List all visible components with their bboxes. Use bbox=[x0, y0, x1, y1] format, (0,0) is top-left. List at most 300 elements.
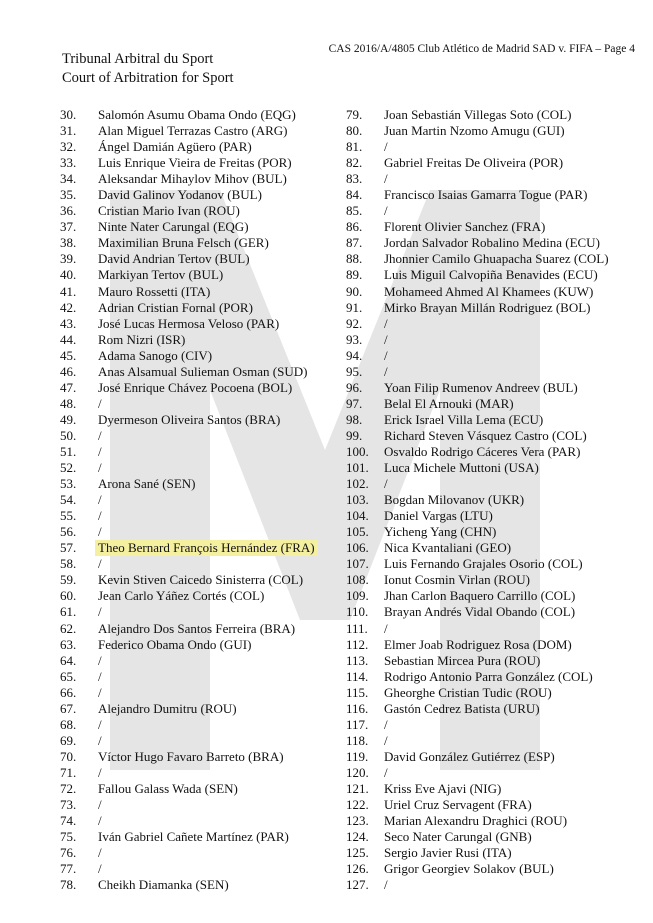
list-item bbox=[60, 203, 318, 219]
player-name: Alejandro Dos Santos Ferreira (BRA) bbox=[98, 620, 296, 636]
list-item-number: 115. bbox=[346, 684, 369, 700]
list-item-number: 106. bbox=[346, 540, 369, 556]
list-item bbox=[60, 781, 318, 797]
list-item bbox=[346, 813, 609, 829]
list-item bbox=[346, 396, 609, 412]
player-name: Marian Alexandru Draghici (ROU) bbox=[384, 813, 568, 829]
list-item bbox=[60, 187, 318, 203]
player-name: José Enrique Chávez Pocoena (BOL) bbox=[98, 379, 293, 395]
list-item bbox=[346, 187, 609, 203]
list-item-number: 43. bbox=[60, 315, 77, 331]
player-name: Adrian Cristian Fornal (POR) bbox=[98, 299, 253, 315]
list-item-number: 107. bbox=[346, 556, 369, 572]
list-item bbox=[346, 460, 609, 476]
player-name: Mohameed Ahmed Al Khamees (KUW) bbox=[384, 283, 594, 299]
list-item bbox=[346, 284, 609, 300]
list-item bbox=[346, 845, 609, 861]
list-item-number: 102. bbox=[346, 476, 369, 492]
list-item bbox=[60, 171, 318, 187]
player-name: / bbox=[98, 797, 102, 813]
list-item bbox=[346, 171, 609, 187]
list-item bbox=[60, 508, 318, 524]
player-name: / bbox=[98, 492, 102, 508]
list-item-number: 45. bbox=[60, 347, 77, 363]
player-name: Jhonnier Camilo Ghuapacha Suarez (COL) bbox=[384, 251, 609, 267]
list-item bbox=[346, 155, 609, 171]
list-item-number: 66. bbox=[60, 684, 77, 700]
list-item bbox=[346, 604, 609, 620]
player-name: Maximilian Bruna Felsch (GER) bbox=[98, 235, 269, 251]
player-name: David Andrian Tertov (BUL) bbox=[98, 251, 250, 267]
list-item-number: 111. bbox=[346, 620, 368, 636]
list-item-number: 49. bbox=[60, 411, 77, 427]
player-name: Luis Enrique Vieira de Freitas (POR) bbox=[98, 155, 292, 171]
player-name: Luca Michele Muttoni (USA) bbox=[384, 460, 539, 476]
player-name: / bbox=[384, 620, 388, 636]
list-item-number: 79. bbox=[346, 107, 363, 122]
player-name: / bbox=[384, 476, 388, 492]
list-item-number: 70. bbox=[60, 748, 77, 764]
player-name: Francisco Isaias Gamarra Togue (PAR) bbox=[384, 187, 588, 203]
player-name: / bbox=[384, 764, 388, 780]
player-name: Osvaldo Rodrigo Cáceres Vera (PAR) bbox=[384, 443, 581, 459]
list-item bbox=[346, 139, 609, 155]
list-item bbox=[346, 861, 609, 877]
list-item bbox=[346, 235, 609, 251]
list-item-number: 34. bbox=[60, 171, 77, 187]
list-item bbox=[60, 348, 318, 364]
player-name: Mirko Brayan Millán Rodriguez (BOL) bbox=[384, 299, 591, 315]
player-name: David Galinov Yodanov (BUL) bbox=[98, 187, 262, 203]
player-name: Ninte Nater Carungal (EQG) bbox=[98, 219, 249, 235]
player-name: Mauro Rossetti (ITA) bbox=[98, 283, 211, 299]
list-item-number: 83. bbox=[346, 171, 363, 187]
list-item-number: 80. bbox=[346, 123, 363, 139]
list-item-number: 41. bbox=[60, 283, 77, 299]
player-name: Jordan Salvador Robalino Medina (ECU) bbox=[384, 235, 600, 251]
player-name: Ionut Cosmin Virlan (ROU) bbox=[384, 572, 530, 588]
player-name: José Lucas Hermosa Veloso (PAR) bbox=[98, 315, 280, 331]
tribunal-header bbox=[62, 50, 234, 88]
list-item bbox=[346, 444, 609, 460]
list-item-number: 38. bbox=[60, 235, 77, 251]
player-name: / bbox=[98, 732, 102, 748]
case-reference: CAS 2016/A/4805 Club Atlético de Madrid SAD v. FIFA – Page 4 bbox=[328, 43, 635, 55]
list-item bbox=[60, 556, 318, 572]
list-item bbox=[60, 139, 318, 155]
player-name: Yoan Filip Rumenov Andreev (BUL) bbox=[384, 379, 578, 395]
list-item-number: 99. bbox=[346, 427, 363, 443]
player-name: / bbox=[384, 203, 388, 219]
list-item bbox=[60, 251, 318, 267]
list-item bbox=[60, 460, 318, 476]
player-name: Fallou Galass Wada (SEN) bbox=[98, 780, 238, 796]
player-name: Yicheng Yang (CHN) bbox=[384, 524, 497, 540]
player-name: Belal El Arnouki (MAR) bbox=[384, 395, 514, 411]
player-name: Elmer Joab Rodriguez Rosa (DOM) bbox=[384, 636, 572, 652]
player-name: / bbox=[98, 460, 102, 476]
list-item-number: 32. bbox=[60, 139, 77, 155]
list-item-number: 77. bbox=[60, 861, 77, 877]
player-name: / bbox=[384, 347, 388, 363]
player-name: Seco Nater Carungal (GNB) bbox=[384, 829, 532, 845]
list-item-number: 96. bbox=[346, 379, 363, 395]
list-item bbox=[60, 765, 318, 781]
player-name: Jhan Carlon Baquero Carrillo (COL) bbox=[384, 588, 576, 604]
list-item-number: 78. bbox=[60, 877, 77, 893]
list-item bbox=[346, 749, 609, 765]
list-item-number: 124. bbox=[346, 829, 369, 845]
list-item-number: 105. bbox=[346, 524, 369, 540]
list-item bbox=[346, 107, 609, 123]
list-item-number: 36. bbox=[60, 203, 77, 219]
player-name: David González Gutiérrez (ESP) bbox=[384, 748, 555, 764]
list-item-number: 109. bbox=[346, 588, 369, 604]
list-item-number: 117. bbox=[346, 716, 369, 732]
player-name: Luis Fernando Grajales Osorio (COL) bbox=[384, 556, 583, 572]
list-item-number: 113. bbox=[346, 652, 369, 668]
list-item bbox=[60, 235, 318, 251]
tribunal-name-fr: Tribunal Arbitral du Sport bbox=[62, 51, 214, 67]
player-name: / bbox=[384, 171, 388, 187]
list-item-number: 87. bbox=[346, 235, 363, 251]
list-item-number: 93. bbox=[346, 331, 363, 347]
player-name: / bbox=[384, 139, 388, 155]
list-item bbox=[346, 685, 609, 701]
player-name: Federico Obama Ondo (GUI) bbox=[98, 636, 252, 652]
list-item-number: 57. bbox=[60, 540, 77, 556]
list-item-number: 81. bbox=[346, 139, 363, 155]
list-item-number: 116. bbox=[346, 700, 369, 716]
list-item-number: 31. bbox=[60, 123, 77, 139]
player-name: Cristian Mario Ivan (ROU) bbox=[98, 203, 240, 219]
player-name: / bbox=[384, 363, 388, 379]
list-item bbox=[346, 348, 609, 364]
player-name: Cheikh Diamanka (SEN) bbox=[98, 877, 229, 893]
list-item bbox=[346, 219, 609, 235]
highlighted-player-name: Theo Bernard François Hernández (FRA) bbox=[95, 540, 318, 556]
player-name: Markiyan Tertov (BUL) bbox=[98, 267, 224, 283]
list-item bbox=[60, 861, 318, 877]
player-name: / bbox=[384, 331, 388, 347]
list-item-number: 37. bbox=[60, 219, 77, 235]
list-item-number: 103. bbox=[346, 492, 369, 508]
list-item-number: 82. bbox=[346, 155, 363, 171]
list-item-number: 120. bbox=[346, 764, 369, 780]
list-item-number: 54. bbox=[60, 492, 77, 508]
list-item-number: 53. bbox=[60, 476, 77, 492]
player-name: Anas Alsamual Sulieman Osman (SUD) bbox=[98, 363, 308, 379]
list-item-number: 123. bbox=[346, 813, 369, 829]
list-item-number: 60. bbox=[60, 588, 77, 604]
list-item-number: 100. bbox=[346, 443, 369, 459]
list-item-number: 46. bbox=[60, 363, 77, 379]
list-item-number: 85. bbox=[346, 203, 363, 219]
list-item-number: 76. bbox=[60, 845, 77, 861]
player-name: Dyermeson Oliveira Santos (BRA) bbox=[98, 411, 281, 427]
list-item bbox=[346, 572, 609, 588]
list-item-number: 127. bbox=[346, 877, 369, 893]
list-item-number: 114. bbox=[346, 668, 369, 684]
list-item-number: 33. bbox=[60, 155, 77, 171]
list-item bbox=[60, 267, 318, 283]
player-name: Gheorghe Cristian Tudic (ROU) bbox=[384, 684, 552, 700]
player-name: / bbox=[384, 732, 388, 748]
player-name: Erick Israel Villa Lema (ECU) bbox=[384, 411, 544, 427]
list-item-number: 122. bbox=[346, 797, 369, 813]
list-item bbox=[60, 604, 318, 620]
player-name: Arona Sané (SEN) bbox=[98, 476, 196, 492]
list-item-number: 94. bbox=[346, 347, 363, 363]
player-name: / bbox=[98, 668, 102, 684]
player-name: Kriss Eve Ajavi (NIG) bbox=[384, 780, 502, 796]
list-item-number: 91. bbox=[346, 299, 363, 315]
list-item bbox=[346, 267, 609, 283]
list-item-number: 73. bbox=[60, 797, 77, 813]
list-item-number: 104. bbox=[346, 508, 369, 524]
list-item bbox=[60, 797, 318, 813]
player-name: Bogdan Milovanov (UKR) bbox=[384, 492, 525, 508]
player-name: / bbox=[98, 524, 102, 540]
player-name: Rom Nizri (ISR) bbox=[98, 331, 186, 347]
list-item bbox=[60, 492, 318, 508]
list-item-number: 118. bbox=[346, 732, 369, 748]
list-item bbox=[346, 332, 609, 348]
player-name: / bbox=[98, 861, 102, 877]
list-item bbox=[60, 701, 318, 717]
player-name: Ángel Damián Agüero (PAR) bbox=[98, 139, 252, 155]
player-name: Jean Carlo Yáñez Cortés (COL) bbox=[98, 588, 265, 604]
player-list-right bbox=[346, 107, 609, 893]
player-name: Grigor Georgiev Solakov (BUL) bbox=[384, 861, 554, 877]
list-item bbox=[60, 316, 318, 332]
player-name: / bbox=[98, 652, 102, 668]
list-item-number: 50. bbox=[60, 427, 77, 443]
player-name: Aleksandar Mihaylov Mihov (BUL) bbox=[98, 171, 287, 187]
list-item-number: 64. bbox=[60, 652, 77, 668]
player-name: Kevin Stiven Caicedo Sinisterra (COL) bbox=[98, 572, 304, 588]
list-item bbox=[60, 123, 318, 139]
list-item bbox=[346, 476, 609, 492]
player-name: Adama Sanogo (CIV) bbox=[98, 347, 213, 363]
player-name: / bbox=[98, 395, 102, 411]
list-item bbox=[346, 877, 609, 893]
list-item bbox=[346, 380, 609, 396]
list-item-number: 88. bbox=[346, 251, 363, 267]
player-name: Gastón Cedrez Batista (URU) bbox=[384, 700, 540, 716]
list-item-number: 68. bbox=[60, 716, 77, 732]
list-item bbox=[60, 396, 318, 412]
list-item-number: 126. bbox=[346, 861, 369, 877]
player-name: Alejandro Dumitru (ROU) bbox=[98, 700, 237, 716]
player-name: / bbox=[98, 508, 102, 524]
player-name: Sergio Javier Rusi (ITA) bbox=[384, 845, 512, 861]
list-item bbox=[60, 107, 318, 123]
list-item bbox=[60, 845, 318, 861]
list-item bbox=[346, 797, 609, 813]
list-item-number: 67. bbox=[60, 700, 77, 716]
player-name: Florent Olivier Sanchez (FRA) bbox=[384, 219, 546, 235]
list-item bbox=[60, 572, 318, 588]
list-item bbox=[60, 813, 318, 829]
list-item bbox=[60, 669, 318, 685]
list-item bbox=[60, 749, 318, 765]
list-item-number: 40. bbox=[60, 267, 77, 283]
list-item bbox=[60, 588, 318, 604]
player-name: / bbox=[384, 315, 388, 331]
list-item bbox=[346, 540, 609, 556]
list-item bbox=[346, 556, 609, 572]
list-item bbox=[346, 669, 609, 685]
player-name: Uriel Cruz Servagent (FRA) bbox=[384, 797, 532, 813]
list-item bbox=[346, 524, 609, 540]
list-item bbox=[346, 203, 609, 219]
list-item bbox=[60, 637, 318, 653]
list-item bbox=[346, 588, 609, 604]
player-name: Daniel Vargas (LTU) bbox=[384, 508, 493, 524]
player-name: / bbox=[98, 716, 102, 732]
list-item bbox=[346, 508, 609, 524]
list-item-number: 98. bbox=[346, 411, 363, 427]
player-name: / bbox=[384, 716, 388, 732]
list-item bbox=[60, 829, 318, 845]
player-name: / bbox=[98, 604, 102, 620]
list-item bbox=[60, 540, 318, 556]
list-item bbox=[60, 364, 318, 380]
list-item bbox=[346, 701, 609, 717]
list-item bbox=[60, 877, 318, 893]
list-item-number: 74. bbox=[60, 813, 77, 829]
list-item bbox=[346, 781, 609, 797]
list-item-number: 51. bbox=[60, 443, 77, 459]
list-item-number: 30. bbox=[60, 107, 77, 122]
list-item bbox=[60, 524, 318, 540]
player-name: / bbox=[384, 877, 388, 893]
list-item bbox=[346, 733, 609, 749]
list-item-number: 62. bbox=[60, 620, 77, 636]
player-name: / bbox=[98, 684, 102, 700]
list-item bbox=[60, 155, 318, 171]
list-item bbox=[60, 284, 318, 300]
list-item bbox=[346, 251, 609, 267]
player-name: Richard Steven Vásquez Castro (COL) bbox=[384, 427, 587, 443]
list-item-number: 95. bbox=[346, 363, 363, 379]
list-item bbox=[60, 332, 318, 348]
list-item-number: 119. bbox=[346, 748, 369, 764]
player-name: Joan Sebastián Villegas Soto (COL) bbox=[384, 107, 572, 122]
list-item-number: 72. bbox=[60, 780, 77, 796]
list-item bbox=[60, 621, 318, 637]
list-item bbox=[346, 637, 609, 653]
list-item bbox=[346, 300, 609, 316]
list-item bbox=[60, 380, 318, 396]
list-item bbox=[346, 316, 609, 332]
list-item bbox=[60, 412, 318, 428]
list-item-number: 48. bbox=[60, 395, 77, 411]
list-item bbox=[60, 219, 318, 235]
list-item-number: 44. bbox=[60, 331, 77, 347]
player-name: Rodrigo Antonio Parra González (COL) bbox=[384, 668, 593, 684]
list-item-number: 121. bbox=[346, 780, 369, 796]
list-item-number: 86. bbox=[346, 219, 363, 235]
list-item bbox=[60, 685, 318, 701]
list-item-number: 75. bbox=[60, 829, 77, 845]
list-item-number: 47. bbox=[60, 379, 77, 395]
player-name: Iván Gabriel Cañete Martínez (PAR) bbox=[98, 829, 289, 845]
list-item-number: 58. bbox=[60, 556, 77, 572]
list-item-number: 71. bbox=[60, 764, 77, 780]
player-name: Nica Kvantaliani (GEO) bbox=[384, 540, 512, 556]
list-item-number: 56. bbox=[60, 524, 77, 540]
list-item-number: 61. bbox=[60, 604, 77, 620]
player-name: Brayan Andrés Vidal Obando (COL) bbox=[384, 604, 576, 620]
player-name: / bbox=[98, 845, 102, 861]
list-item-number: 65. bbox=[60, 668, 77, 684]
list-item bbox=[60, 717, 318, 733]
player-name: / bbox=[98, 556, 102, 572]
list-item bbox=[346, 653, 609, 669]
list-item-number: 52. bbox=[60, 460, 77, 476]
player-name: / bbox=[98, 764, 102, 780]
list-item-number: 39. bbox=[60, 251, 77, 267]
player-name: Salomón Asumu Obama Ondo (EQG) bbox=[98, 107, 296, 122]
list-item bbox=[60, 428, 318, 444]
player-list-left bbox=[60, 107, 318, 893]
list-item bbox=[346, 765, 609, 781]
list-item bbox=[346, 123, 609, 139]
list-item-number: 108. bbox=[346, 572, 369, 588]
list-item-number: 84. bbox=[346, 187, 363, 203]
list-item-number: 35. bbox=[60, 187, 77, 203]
list-item bbox=[346, 412, 609, 428]
list-item-number: 55. bbox=[60, 508, 77, 524]
player-name: Víctor Hugo Favaro Barreto (BRA) bbox=[98, 748, 284, 764]
list-item-number: 101. bbox=[346, 460, 369, 476]
list-item-number: 97. bbox=[346, 395, 363, 411]
list-item bbox=[346, 717, 609, 733]
list-item bbox=[346, 364, 609, 380]
list-item-number: 90. bbox=[346, 283, 363, 299]
list-item-number: 69. bbox=[60, 732, 77, 748]
list-item bbox=[60, 300, 318, 316]
player-name: Gabriel Freitas De Oliveira (POR) bbox=[384, 155, 564, 171]
player-name: / bbox=[98, 813, 102, 829]
list-item-number: 63. bbox=[60, 636, 77, 652]
player-name: Juan Martin Nzomo Amugu (GUI) bbox=[384, 123, 565, 139]
list-item-number: 110. bbox=[346, 604, 369, 620]
list-item-number: 42. bbox=[60, 299, 77, 315]
list-item bbox=[346, 428, 609, 444]
list-item bbox=[346, 621, 609, 637]
player-name: Alan Miguel Terrazas Castro (ARG) bbox=[98, 123, 288, 139]
list-item-number: 89. bbox=[346, 267, 363, 283]
player-name: Sebastian Mircea Pura (ROU) bbox=[384, 652, 541, 668]
list-item bbox=[60, 733, 318, 749]
player-name: / bbox=[98, 427, 102, 443]
list-item-number: 59. bbox=[60, 572, 77, 588]
player-name: Luis Miguil Calvopiña Benavides (ECU) bbox=[384, 267, 598, 283]
list-item bbox=[346, 829, 609, 845]
list-item bbox=[60, 653, 318, 669]
player-name: / bbox=[98, 443, 102, 459]
list-item-number: 112. bbox=[346, 636, 369, 652]
tribunal-name-en: Court of Arbitration for Sport bbox=[62, 70, 234, 86]
list-item-number: 125. bbox=[346, 845, 369, 861]
list-item bbox=[60, 444, 318, 460]
list-item-number: 92. bbox=[346, 315, 363, 331]
list-item bbox=[346, 492, 609, 508]
list-item bbox=[60, 476, 318, 492]
